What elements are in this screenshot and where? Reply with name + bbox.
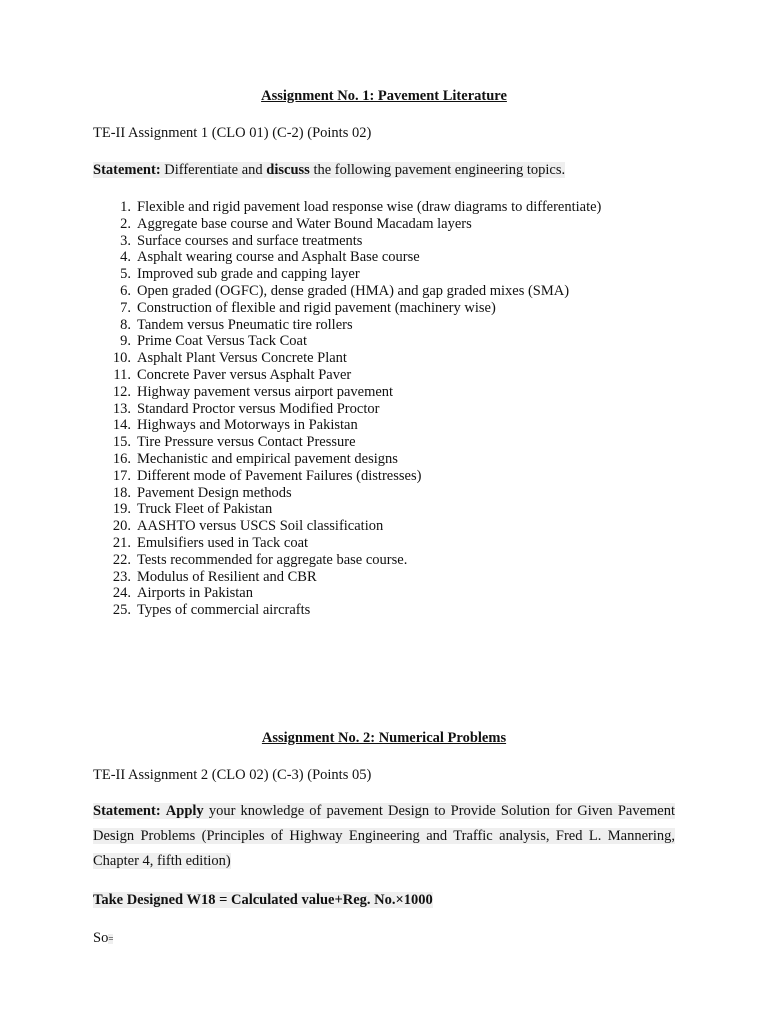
list-item [93, 233, 601, 250]
list-item [93, 384, 601, 401]
statement-label-2: Statement: [93, 803, 161, 819]
list-item-text: Asphalt wearing course and Asphalt Base course [137, 249, 420, 266]
statement-verb: discuss [266, 162, 310, 178]
list-item-text: Standard Proctor versus Modified Proctor [137, 400, 380, 417]
list-item [93, 518, 601, 535]
list-item-text: Improved sub grade and capping layer [137, 266, 360, 283]
list-item-number: 25. [112, 602, 131, 619]
statement-label: Statement: [93, 162, 161, 178]
list-item [93, 451, 601, 468]
list-item-number: 5. [120, 266, 131, 283]
list-item-text: Construction of flexible and rigid pavement (machinery wise) [137, 299, 496, 316]
w18-instruction [93, 892, 433, 909]
assignment-2-meta: TE-II Assignment 2 (CLO 02) (C-3) (Points 05) [93, 767, 372, 783]
list-item-text: Open graded (OGFC), dense graded (HMA) and gap graded mixes (SMA) [137, 282, 570, 299]
list-item [93, 585, 601, 602]
list-item-number: 19. [112, 501, 131, 518]
list-item-number: 4. [120, 249, 131, 266]
list-item-text: Tandem versus Pneumatic tire rollers [137, 316, 353, 333]
list-item-text: Flexible and rigid pavement load response wise (draw diagrams to differentiate) [137, 199, 602, 215]
list-item [93, 535, 601, 552]
w18-text: Take Designed W18 = Calculated value+Reg. No.×1000 [93, 892, 433, 908]
list-item-text: Airports in Pakistan [137, 585, 253, 602]
statement-verb-2: Apply [165, 803, 204, 819]
assignment-2-statement [93, 799, 675, 874]
list-item [93, 283, 601, 300]
list-item-number: 10. [112, 350, 131, 367]
list-item-number: 17. [112, 467, 131, 484]
list-item-number: 20. [112, 518, 131, 535]
so-equals: = [108, 934, 114, 944]
list-item-number: 16. [112, 450, 131, 467]
list-item-number: 24. [112, 585, 131, 602]
list-item-number: 3. [120, 232, 131, 249]
list-item [93, 199, 601, 216]
list-item [93, 468, 601, 485]
list-item-text: Highways and Motorways in Pakistan [137, 417, 358, 434]
list-item-text: Pavement Design methods [137, 484, 292, 501]
list-item-number: 18. [112, 484, 131, 501]
list-item [93, 485, 601, 502]
assignment-1-meta: TE-II Assignment 1 (CLO 01) (C-2) (Points 02) [93, 125, 372, 141]
so-label: So [93, 930, 109, 946]
list-item [93, 569, 601, 586]
list-item [93, 216, 601, 233]
statement-rest-2: your knowledge of pavement Design to Provide Solution for Given Pavement Design Problems (Principles of Highway Engineering and Traffic analysis, Fred L. Mannering, Chapter 4, fifth edition) [93, 803, 676, 869]
list-item-text: Mechanistic and empirical pavement designs [137, 450, 398, 467]
list-item-text: Tests recommended for aggregate base course. [137, 551, 408, 568]
list-item-text: Aggregate base course and Water Bound Macadam layers [137, 215, 472, 232]
list-item [93, 602, 601, 619]
list-item-text: Different mode of Pavement Failures (distresses) [137, 467, 422, 484]
list-item [93, 417, 601, 434]
list-item-text: Surface courses and surface treatments [137, 232, 363, 249]
statement-prefix: Differentiate and [164, 162, 263, 178]
list-item-number: 23. [112, 568, 131, 585]
list-item-text: Asphalt Plant Versus Concrete Plant [137, 350, 347, 367]
assignment-2-title: Assignment No. 2: Numerical Problems [261, 730, 507, 746]
list-item-number: 9. [120, 333, 131, 350]
list-item-text: Concrete Paver versus Asphalt Paver [137, 366, 352, 383]
list-item-text: AASHTO versus USCS Soil classification [137, 518, 384, 535]
list-item [93, 300, 601, 317]
list-item-number: 21. [112, 534, 131, 551]
list-item [93, 367, 601, 384]
list-item [93, 350, 601, 367]
list-item-text: Tire Pressure versus Contact Pressure [137, 434, 356, 451]
list-item-text: Truck Fleet of Pakistan [137, 501, 273, 518]
list-item [93, 501, 601, 518]
list-item [93, 249, 601, 266]
list-item-number: 8. [120, 316, 131, 333]
list-item [93, 266, 601, 283]
list-item [93, 401, 601, 418]
topic-list [93, 199, 601, 619]
so-line [93, 930, 113, 947]
list-item-number: 12. [112, 383, 131, 400]
list-item-text: Emulsifiers used in Tack coat [137, 534, 309, 551]
list-item-text: Types of commercial aircrafts [137, 602, 311, 619]
list-item [93, 333, 601, 350]
list-item [93, 317, 601, 334]
list-item-text: Modulus of Resilient and CBR [137, 568, 317, 585]
list-item-text: Highway pavement versus airport pavement [137, 383, 394, 400]
list-item [93, 552, 601, 569]
list-item-number: 1. [120, 199, 131, 215]
list-item-number: 14. [112, 417, 131, 434]
assignment-1-title: Assignment No. 1: Pavement Literature [261, 88, 507, 104]
list-item-number: 7. [120, 299, 131, 316]
list-item-number: 2. [120, 215, 131, 232]
list-item-number: 13. [112, 400, 131, 417]
assignment-1-statement [93, 162, 565, 179]
list-item [93, 434, 601, 451]
list-item-number: 11. [113, 366, 131, 383]
list-item-text: Prime Coat Versus Tack Coat [137, 333, 308, 350]
list-item-number: 22. [112, 551, 131, 568]
list-item-number: 6. [120, 282, 131, 299]
statement-rest: the following pavement engineering topics. [313, 162, 566, 178]
list-item-number: 15. [112, 434, 131, 451]
